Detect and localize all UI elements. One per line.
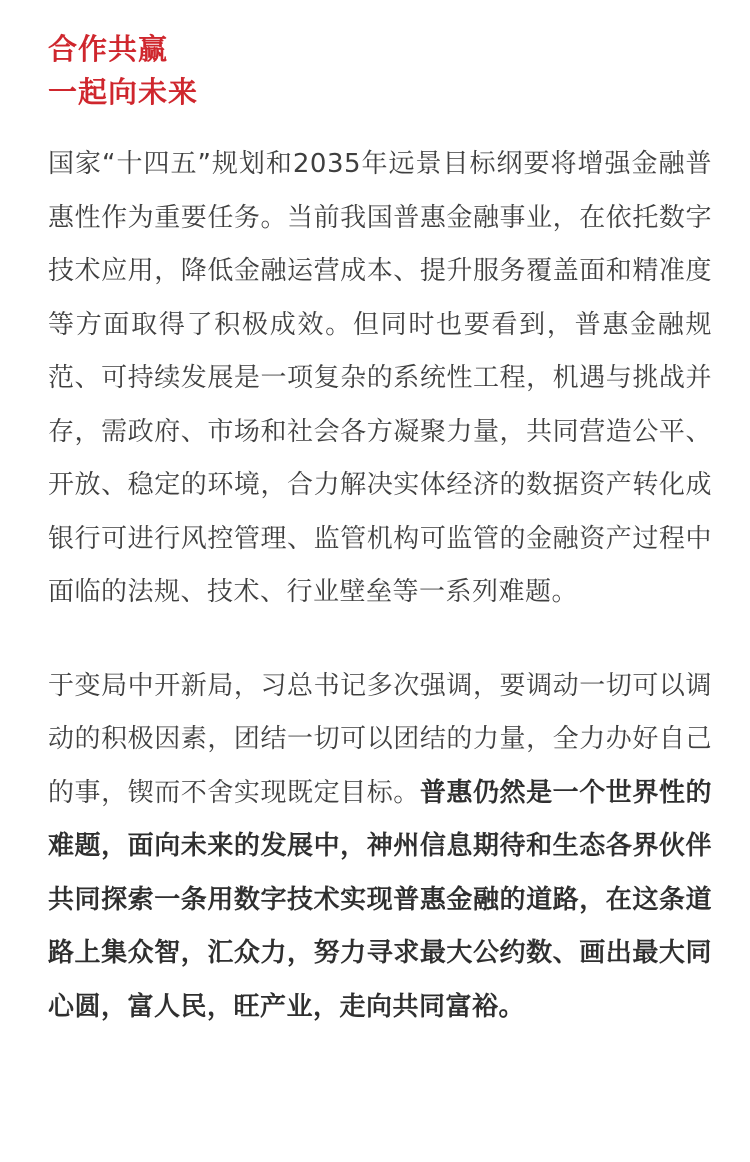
paragraph-future-outlook-regular: 于变局中开新局，习总书记多次强调，要调动一切可以调动的积极因素，团结一切可以团结的力量，全力办好自己的事，锲而不舍实现既定目标。 — [48, 670, 712, 808]
heading-line-1: 合作共赢 — [48, 32, 169, 66]
paragraph-future-outlook — [48, 660, 712, 1035]
article-body — [48, 138, 712, 1034]
paragraph-future-outlook-emphasis: 普惠仍然是一个世界性的难题，面向未来的发展中，神州信息期待和生态各界伙伴共同探索一条用数字技术实现普惠金融的道路，在这条道路上集众智，汇众力，努力寻求最大公约数、画出最大同心圆，富人民，旺产业，走向共同富裕。 — [48, 777, 712, 1022]
heading-line-2: 一起向未来 — [48, 75, 199, 109]
paragraph-policy-overview: 国家“十四五”规划和2035年远景目标纲要将增强金融普惠性作为重要任务。当前我国普惠金融事业，在依托数字技术应用，降低金融运营成本、提升服务覆盖面和精准度等方面取得了积极成效。但同时也要看到，普惠金融规范、可持续发展是一项复杂的系统性工程，机遇与挑战并存，需政府、市场和社会各方凝聚力量，共同营造公平、开放、稳定的环境，合力解决实体经济的数据资产转化成银行可进行风控管理、监管机构可监管的金融资产过程中面临的法规、技术、行业壁垒等一系列难题。 — [48, 149, 712, 607]
page-title — [48, 28, 712, 114]
